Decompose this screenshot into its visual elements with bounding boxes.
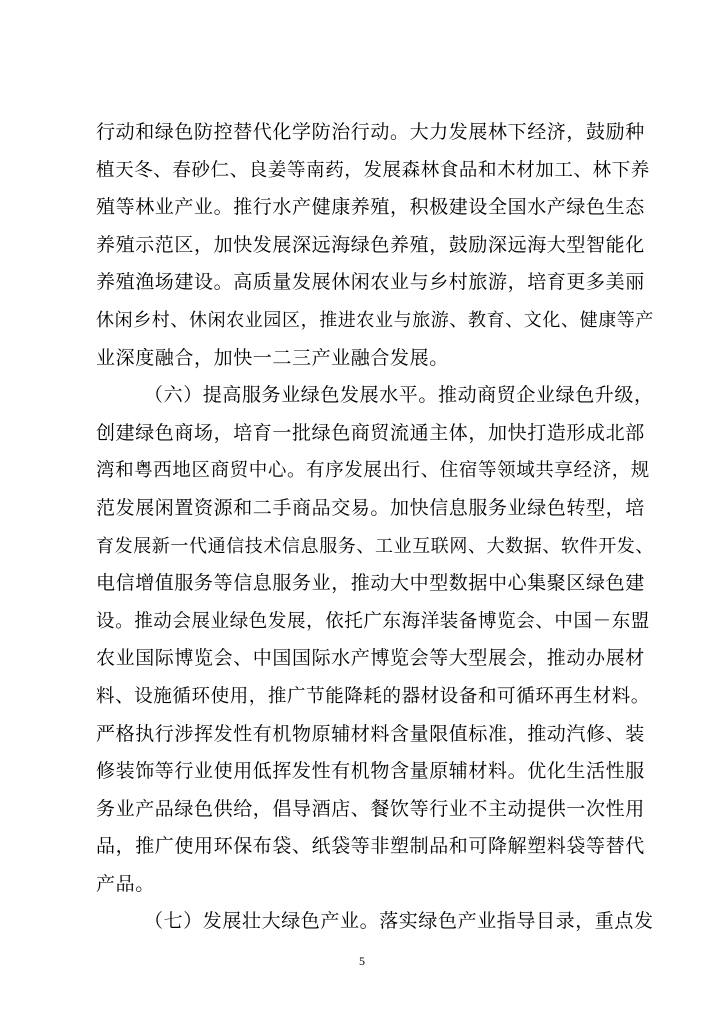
text-line: 农业国际博览会、中国国际水产博览会等大型展会，推动办展材 [96,647,645,670]
text-line: 修装饰等行业使用低挥发性有机物含量原辅材料。优化生活性服 [96,760,645,783]
text-line: 湾和粤西地区商贸中心。有序发展出行、住宿等领域共享经济，规 [96,460,650,482]
text-line: 行动和绿色防控替代化学防治行动。大力发展林下经济，鼓励种 [96,121,645,143]
text-line: 植天冬、春砂仁、良姜等南药，发展森林食品和木材加工、林下养 [96,159,650,181]
text-line: 严格执行涉挥发性有机物原辅材料含量限值标准，推动汽修、装 [96,722,645,745]
text-line: 品，推广使用环保布袋、纸袋等非塑制品和可降解塑料袋等替代 [96,835,645,858]
text-line: 设。推动会展业绿色发展，依托广东海洋装备博览会、中国－东盟 [96,610,650,632]
body-text [96,114,656,941]
text-line: 电信增值服务等信息服务业，推动大中型数据中心集聚区绿色建 [96,572,645,595]
text-line: 务业产品绿色供给，倡导酒店、餐饮等行业不主动提供一次性用 [96,797,645,820]
text-line: 产品。 [96,872,155,895]
text-line: 殖等林业产业。推行水产健康养殖，积极建设全国水产绿色生态 [96,196,645,219]
section-heading-line: （七）发展壮大绿色产业。落实绿色产业指导目录，重点发 [144,910,654,933]
text-line: 业深度融合，加快一二三产业融合发展。 [96,346,449,369]
text-line: 休闲乡村、休闲农业园区，推进农业与旅游、教育、文化、健康等产 [96,309,654,331]
text-line: 范发展闲置资源和二手商品交易。加快信息服务业绿色转型，培 [96,496,645,519]
text-line: 养殖示范区，加快发展深远海绿色养殖，鼓励深远海大型智能化 [96,233,645,256]
section-heading-line: （六）提高服务业绿色发展水平。推动商贸企业绿色升级， [144,384,654,407]
text-line: 料、设施循环使用，推广节能降耗的器材设备和可循环再生材料。 [96,685,650,707]
text-line: 育发展新一代通信技术信息服务、工业互联网、大数据、软件开发、 [96,535,654,557]
page-number: 5 [359,954,365,968]
text-line: 创建绿色商场，培育一批绿色商贸流通主体，加快打造形成北部 [96,421,645,444]
text-line: 养殖渔场建设。高质量发展休闲农业与乡村旅游，培育更多美丽 [96,271,645,294]
